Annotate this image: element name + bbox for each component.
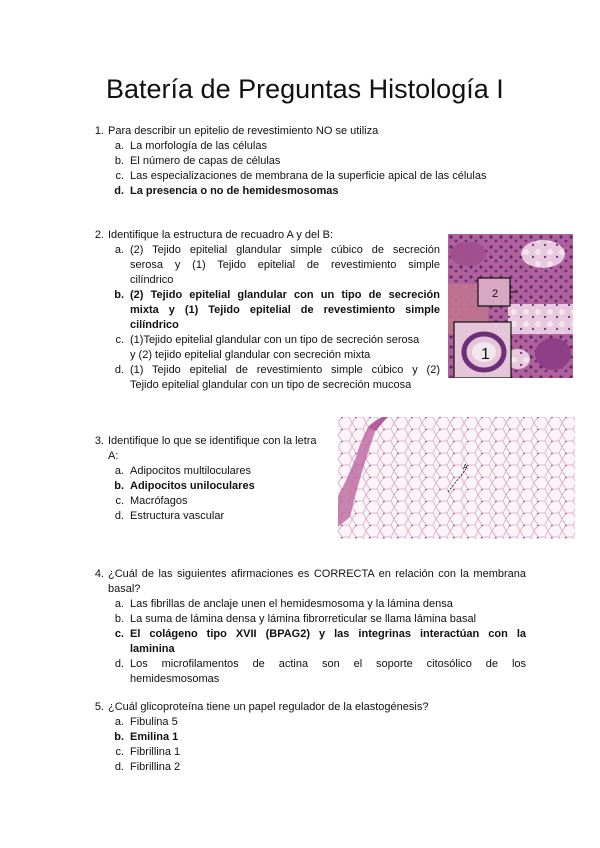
question-number: 5. [94, 701, 104, 713]
question-3: 3. Identifique lo que se identifique con la letra A: a. Adipocitos multiloculares b. Adipocitos uniloculares c. Macrófagos d. Estructura vascular [86, 434, 326, 529]
question-5: 5. ¿Cuál glicoproteína tiene un papel regulador de la elastogénesis? a. Fibulina 5 b. Emilina 1 c. Fibrillina 1 d. Fibrillina 2 [86, 700, 506, 775]
question-number: 1. [94, 125, 104, 137]
question-number: 3. [94, 435, 104, 447]
question-text-line2: A: [108, 450, 119, 462]
question-2: 2. Identifique la estructura de recuadro A y del B: a. (2) Tejido epitelial glandular simple cúbico de secreción serosa y (1) Tejido epitelial de revestimiento simple cilíndrico b. (2) Tejido epitelial glandular con un tipo de secreción mixta y (1) Tejido epitelial de revestimiento simple cilíndrico c. (1)Tejido epitelial glandular con un tipo de secreción serosa y (2) tejido epitelial glandular con secreción mixta d. (1) Tejido epitelial de revestimiento simple cúbico y (2) Tejido epitelial glandular con un tipo de secreción mucosa [86, 228, 446, 398]
question-text: Para describir un epitelio de revestimiento NO se utiliza [108, 125, 379, 137]
box-2-label: 2 [492, 288, 499, 300]
box-1-label: 1 [481, 346, 490, 363]
question-1: 1. Para describir un epitelio de revestimiento NO se utiliza a. La morfología de las células b. El número de capas de células c. Las especializaciones de membrana de la superficie apical de las células d. La presencia o no de hemidesmosomas [86, 124, 506, 199]
question-4: 4. ¿Cuál de las siguientes afirmaciones es CORRECTA en relación con la membrana basal? a. Las fibrillas de anclaje unen el hemidesmosoma y la lámina densa b. La suma de lámina densa y lámina fibrorreticular se llama lámina basal c. El colágeno tipo XVII (BPAG2) y las integrinas interactúan con la laminina d. Los microfilamentos de actina son el soporte citosólico de los hemidesmosomas [86, 567, 526, 687]
question-text: ¿Cuál glicoproteína tiene un papel regulador de la elastogénesis? [108, 701, 429, 713]
glands-micrograph [448, 234, 573, 378]
question-text-line2: basal? [108, 583, 141, 595]
question-text: Identifique la estructura de recuadro A y del B: [108, 229, 334, 241]
document-title: Batería de Preguntas Histología I [106, 74, 504, 104]
question-text-line1: ¿Cuál de las siguientes afirmaciones es CORRECTA en relación con la membrana [108, 568, 526, 580]
histology-image-adipose [338, 417, 575, 539]
adipose-micrograph [338, 417, 575, 539]
question-number: 2. [94, 229, 104, 241]
histology-image-glands [448, 234, 573, 378]
question-number: 4. [94, 568, 104, 580]
question-text-line1: Identifique lo que se identifique con la letra [108, 435, 317, 447]
label-a: A [463, 464, 468, 471]
